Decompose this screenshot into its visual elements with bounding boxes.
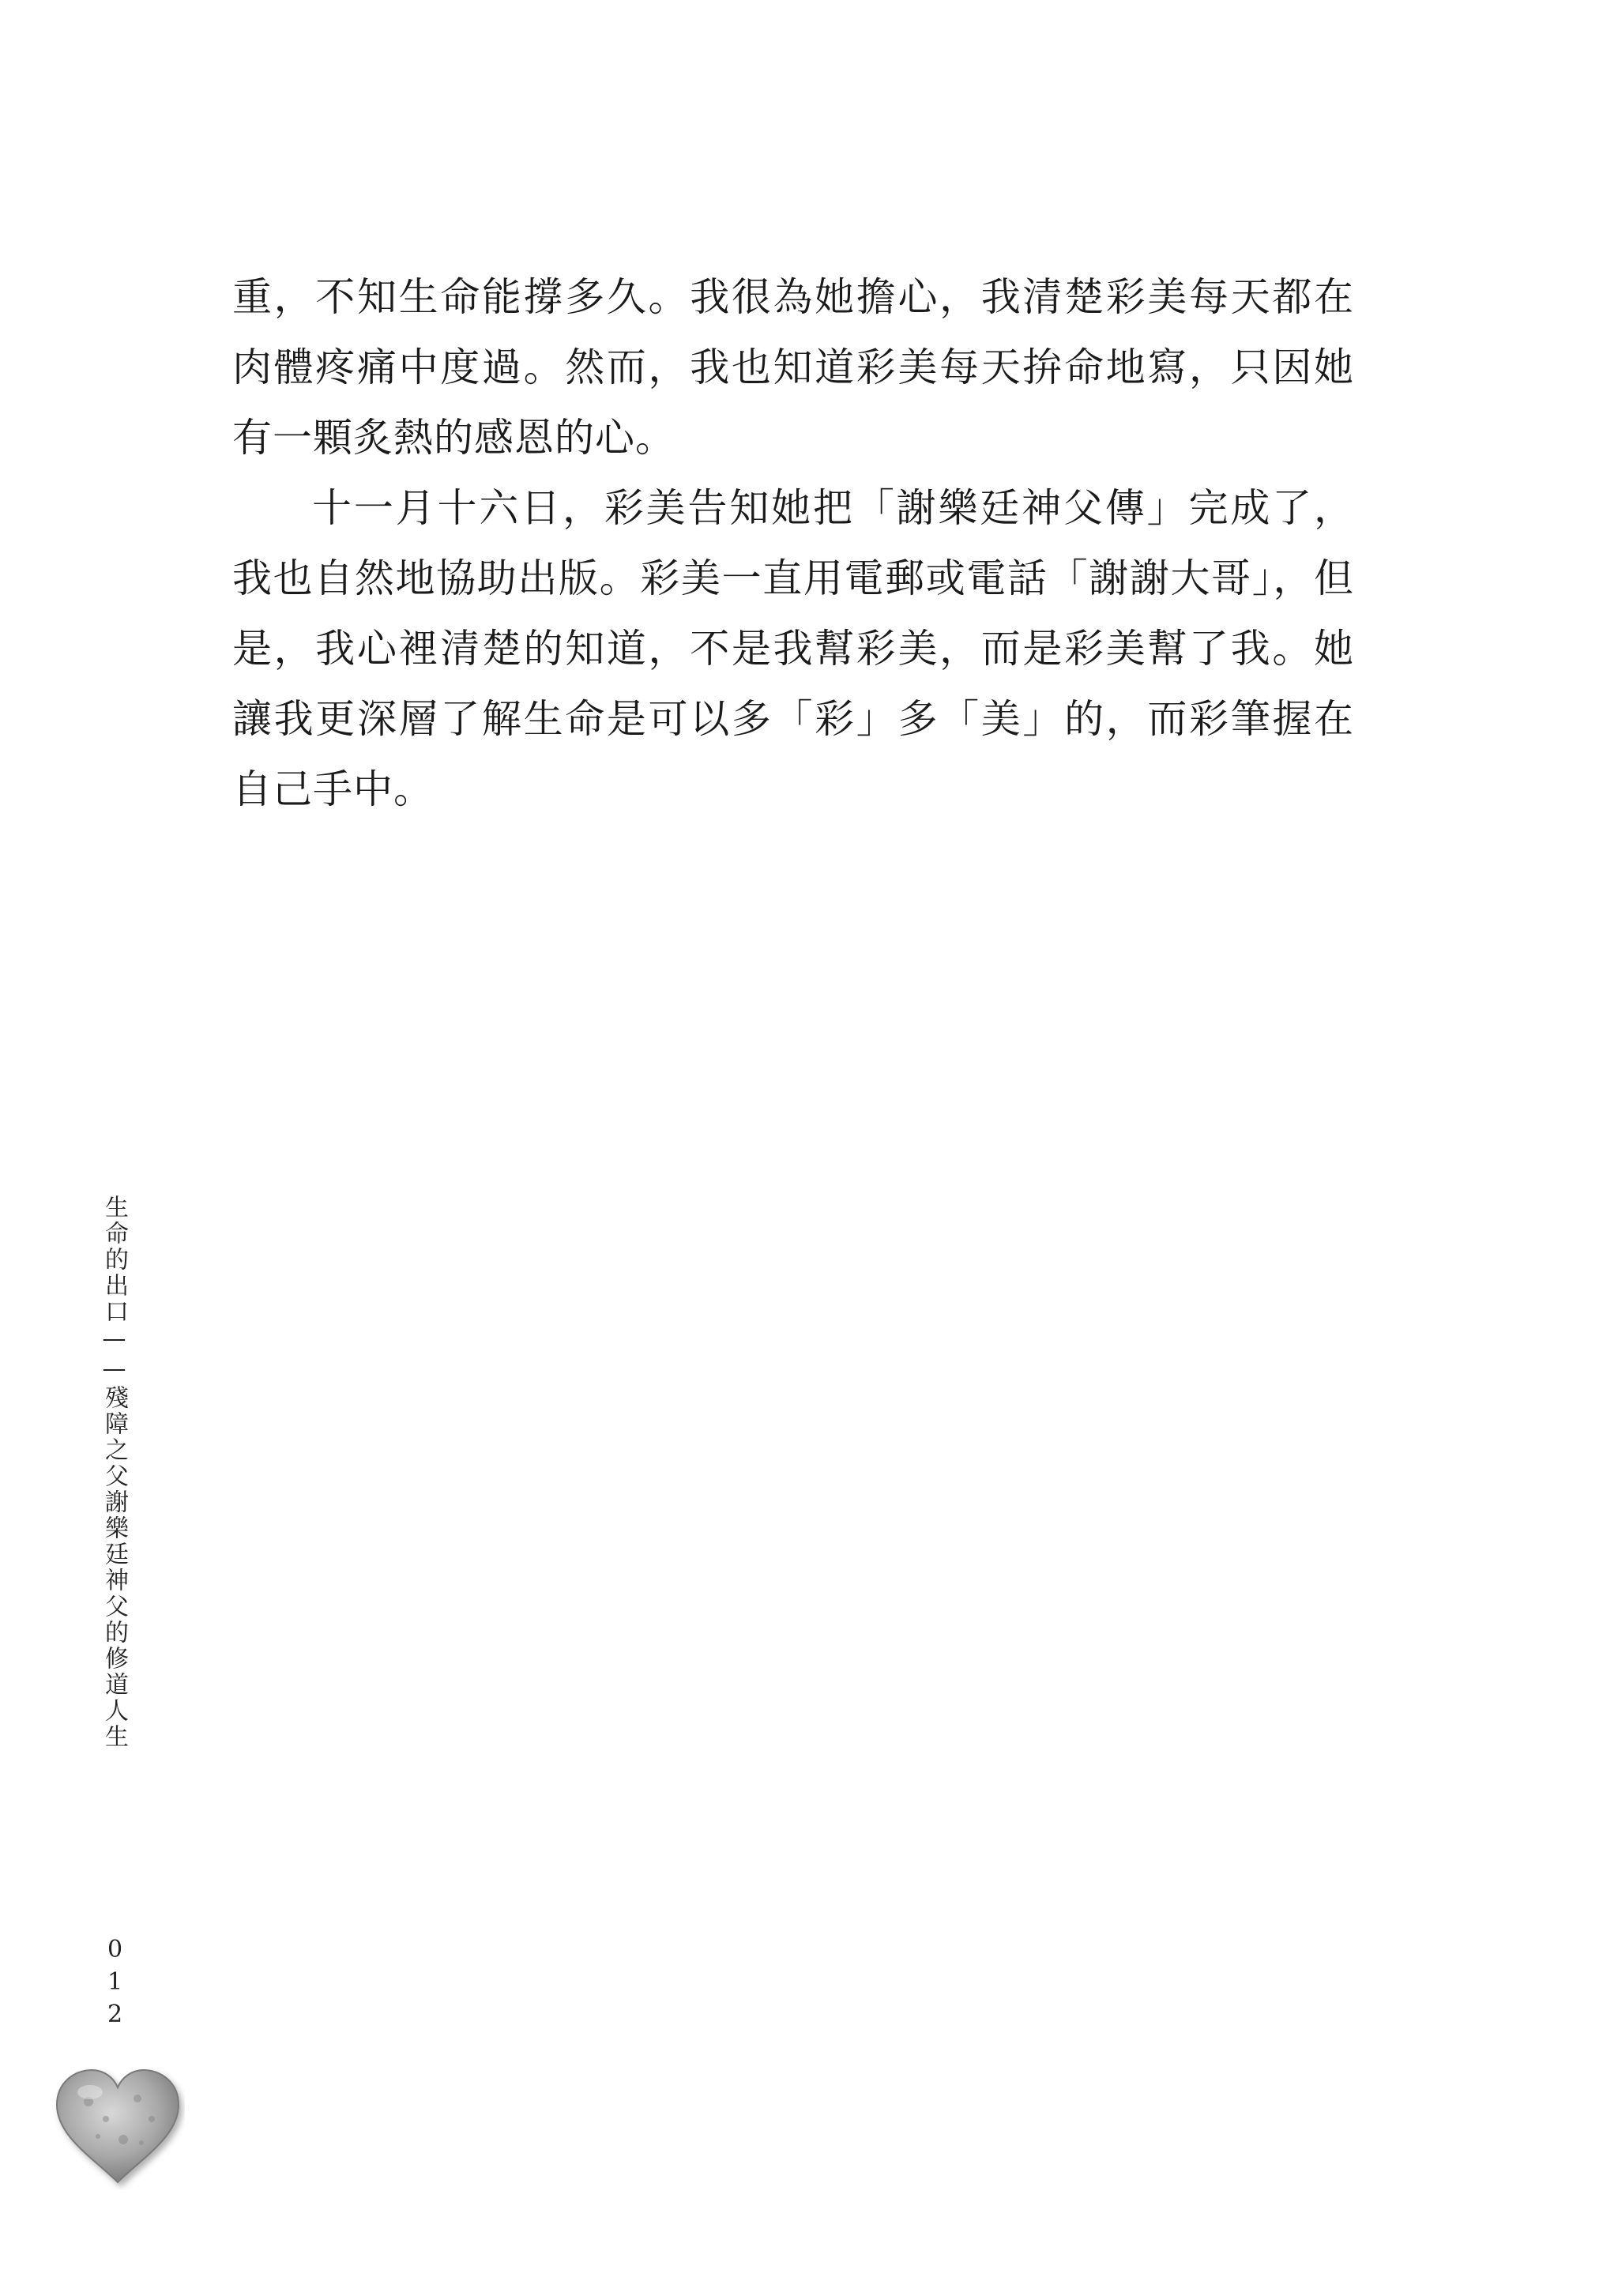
heart-icon bbox=[51, 2064, 185, 2190]
running-title: 生命的出口——殘障之父謝樂廷神父的修道人生 bbox=[100, 1195, 128, 1750]
paragraph-2: 十一月十六日，彩美告知她把「謝樂廷神父傳」完成了，我也自然地協助出版。彩美一直用電郵或電話「謝謝大哥」，但是，我心裡清楚的知道，不是我幫彩美，而是彩美幫了我。她讓我更深層了解生命是可以多「彩」多「美」的，而彩筆握在自己手中。 bbox=[232, 485, 1354, 812]
page-number: 012 bbox=[101, 1936, 129, 2033]
paragraph-1: 重，不知生命能撐多久。我很為她擔心，我清楚彩美每天都在肉體疼痛中度過。然而，我也知道彩美每天拚命地寫，只因她有一顆炙熱的感恩的心。 bbox=[232, 274, 1354, 461]
body-text bbox=[232, 262, 1354, 825]
